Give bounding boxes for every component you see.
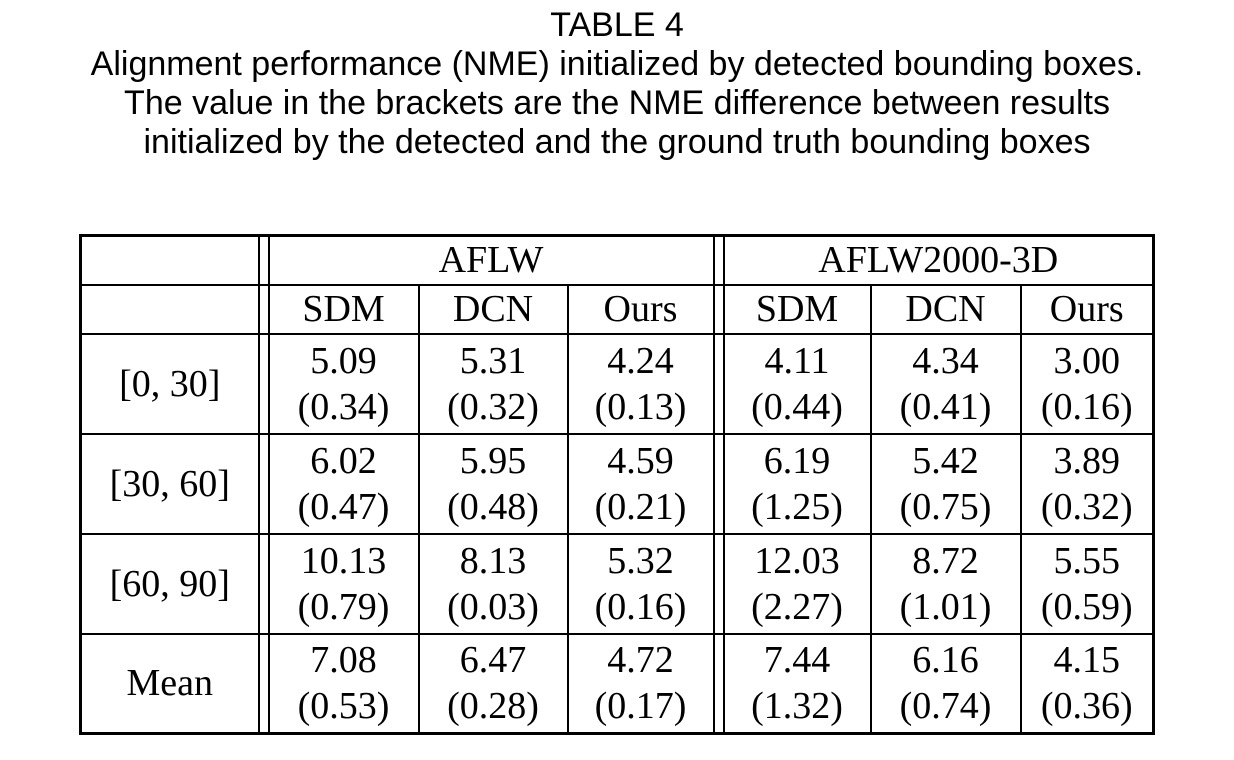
double-rule-spacer (714, 434, 724, 534)
cell-value: 6.47 (459, 639, 527, 682)
cell-value: 5.31 (459, 339, 527, 382)
cell-diff: (0.47) (297, 485, 390, 528)
method-header-ours: Ours (1021, 285, 1154, 334)
cell-diff: (0.36) (1040, 685, 1133, 728)
corner-cell (81, 236, 259, 285)
data-cell (419, 434, 568, 534)
data-cell (419, 634, 568, 734)
cell-value: 5.32 (607, 539, 674, 582)
cell-diff: (0.41) (899, 385, 992, 428)
cell-diff: (0.17) (594, 685, 687, 728)
double-rule-spacer (259, 534, 269, 634)
cell-diff: (0.16) (594, 585, 687, 628)
cell-value: 5.09 (310, 339, 377, 382)
cell-value: 4.59 (607, 439, 674, 482)
cell-value: 5.55 (1053, 539, 1120, 582)
cell-value: 4.11 (764, 339, 830, 382)
method-header-ours: Ours (568, 285, 714, 334)
caption-line-3: initialized by the detected and the ground truth bounding boxes (143, 123, 1091, 161)
data-cell (724, 434, 871, 534)
data-cell (419, 334, 568, 434)
corner-cell (81, 285, 259, 334)
cell-value: 6.19 (763, 439, 831, 482)
row-label: Mean (81, 634, 259, 734)
cell-diff: (0.79) (297, 585, 390, 628)
table-caption (0, 0, 1234, 162)
cell-value: 7.44 (763, 639, 831, 682)
data-cell (568, 334, 714, 434)
row-label: [30, 60] (81, 434, 259, 534)
table-row (81, 334, 1154, 434)
cell-value: 10.13 (300, 539, 387, 582)
data-cell (269, 634, 419, 734)
cell-diff: (0.53) (297, 685, 390, 728)
cell-diff: (0.32) (1040, 485, 1133, 528)
group-header-aflw2000-3d: AFLW2000-3D (724, 236, 1154, 285)
cell-diff: (0.13) (594, 385, 687, 428)
cell-diff: (0.28) (447, 685, 539, 728)
cell-diff: (1.01) (899, 585, 992, 628)
cell-value: 5.95 (459, 439, 527, 482)
cell-value: 5.42 (912, 439, 979, 482)
double-rule-spacer (714, 634, 724, 734)
data-cell (724, 334, 871, 434)
caption-line-2: The value in the brackets are the NME difference between results (124, 84, 1110, 122)
data-cell (568, 434, 714, 534)
table-number: TABLE 4 (550, 6, 684, 44)
cell-value: 12.03 (754, 539, 840, 582)
data-cell (871, 334, 1021, 434)
cell-diff: (1.32) (751, 685, 843, 728)
cell-diff: (0.21) (594, 485, 687, 528)
method-header-dcn: DCN (419, 285, 568, 334)
table-row (81, 434, 1154, 534)
cell-value: 3.00 (1053, 339, 1120, 382)
cell-diff: (0.34) (297, 385, 390, 428)
double-rule-spacer (714, 534, 724, 634)
data-cell (724, 634, 871, 734)
data-cell (871, 634, 1021, 734)
double-rule-spacer (259, 285, 269, 334)
cell-value: 6.16 (912, 639, 979, 682)
cell-value: 3.89 (1053, 439, 1120, 482)
cell-value: 4.34 (912, 339, 979, 382)
cell-value: 4.15 (1053, 639, 1120, 682)
cell-value: 8.13 (459, 539, 527, 582)
nme-results-table (79, 234, 1155, 735)
data-cell (269, 334, 419, 434)
cell-diff: (0.32) (447, 385, 539, 428)
cell-diff: (0.03) (447, 585, 539, 628)
cell-value: 7.08 (310, 639, 377, 682)
method-header-sdm: SDM (724, 285, 871, 334)
cell-value: 4.72 (607, 639, 674, 682)
data-cell (269, 534, 419, 634)
data-cell (568, 534, 714, 634)
cell-diff: (0.16) (1040, 385, 1133, 428)
cell-value: 6.02 (310, 439, 377, 482)
data-cell (568, 634, 714, 734)
double-rule-spacer (259, 634, 269, 734)
data-cell (871, 434, 1021, 534)
cell-diff: (2.27) (751, 585, 843, 628)
data-cell (871, 534, 1021, 634)
cell-value: 4.24 (607, 339, 674, 382)
cell-diff: (0.48) (447, 485, 539, 528)
double-rule-spacer (714, 236, 724, 285)
cell-diff: (1.25) (751, 485, 843, 528)
method-header-row (81, 285, 1154, 334)
cell-diff: (0.44) (751, 385, 843, 428)
caption-line-1: Alignment performance (NME) initialized by detected bounding boxes. (90, 45, 1144, 83)
method-header-dcn: DCN (871, 285, 1021, 334)
double-rule-spacer (714, 334, 724, 434)
data-cell (1021, 634, 1154, 734)
cell-diff: (0.75) (899, 485, 992, 528)
data-cell (724, 534, 871, 634)
data-cell (419, 534, 568, 634)
group-header-aflw: AFLW (269, 236, 714, 285)
group-header-row (81, 236, 1154, 285)
table-row (81, 534, 1154, 634)
double-rule-spacer (259, 334, 269, 434)
row-label: [0, 30] (81, 334, 259, 434)
double-rule-spacer (259, 236, 269, 285)
cell-diff: (0.59) (1040, 585, 1133, 628)
table-row (81, 634, 1154, 734)
double-rule-spacer (714, 285, 724, 334)
row-label: [60, 90] (81, 534, 259, 634)
data-cell (1021, 334, 1154, 434)
double-rule-spacer (259, 434, 269, 534)
cell-value: 8.72 (912, 539, 979, 582)
data-cell (1021, 434, 1154, 534)
data-cell (1021, 534, 1154, 634)
data-cell (269, 434, 419, 534)
method-header-sdm: SDM (269, 285, 419, 334)
cell-diff: (0.74) (899, 685, 992, 728)
